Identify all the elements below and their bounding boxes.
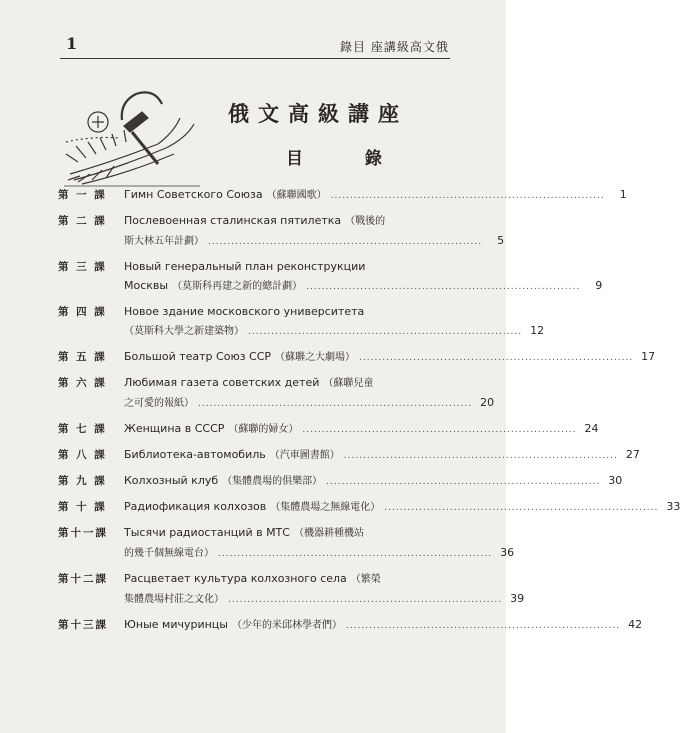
- leader-dots: .......................................................................: [359, 353, 634, 363]
- lesson-label: 第 十 課: [58, 501, 107, 513]
- lesson-label: 第 一 課: [58, 189, 107, 201]
- toc-entry: [58, 187, 627, 204]
- page-ref: 42: [628, 618, 643, 631]
- russian-title: Юные мичуринцы: [124, 618, 228, 631]
- toc-entry: [58, 473, 623, 490]
- chinese-title: （蘇聯的婦女）: [228, 424, 299, 435]
- chinese-title: （莫斯科再建之新的總計劃）: [172, 281, 303, 292]
- toc-entry: [58, 525, 515, 562]
- russian-title: Большой театр Союз ССР: [124, 350, 272, 363]
- toc-entry: [58, 349, 656, 366]
- chinese-title: （機器耕種機站: [293, 528, 364, 539]
- hammer-sickle-wheat-emblem-icon: [62, 82, 202, 187]
- lesson-label: 第十二課: [58, 573, 108, 585]
- page-ref: 20: [480, 396, 495, 409]
- page-ref: 30: [608, 474, 623, 487]
- leader-dots: .......................................................................: [330, 191, 605, 201]
- toc-entry: [58, 617, 643, 634]
- leader-dots: .......................................................................: [306, 282, 581, 292]
- page-ref: 33: [666, 500, 680, 513]
- leader-dots: .......................................................................: [384, 503, 659, 513]
- lesson-label: 第 二 課: [58, 215, 107, 227]
- chinese-title: （繁榮: [350, 574, 381, 585]
- chinese-title: （集體農場的俱樂部）: [222, 476, 323, 487]
- leader-dots: .......................................................................: [345, 621, 621, 631]
- leader-dots: .......................................................................: [302, 425, 577, 435]
- toc-entry: [58, 571, 525, 608]
- russian-title: Любимая газета советских детей: [124, 376, 320, 389]
- russian-title: Женщина в СССР: [124, 422, 225, 435]
- lesson-label: 第 五 課: [58, 351, 107, 363]
- leader-dots: .......................................................................: [343, 451, 618, 461]
- chinese-title-continued: 之可愛的報紙）: [124, 398, 194, 409]
- chinese-title-continued: 斯大林五年計劃）: [124, 236, 204, 247]
- page-ref: 5: [497, 234, 505, 247]
- contents-heading: 目 錄: [286, 149, 410, 169]
- russian-title: Расцветает культура колхозного села: [124, 572, 347, 585]
- toc-entry: [58, 499, 680, 516]
- lesson-label: 第 九 課: [58, 475, 107, 487]
- chinese-title: （蘇聯國歌）: [266, 190, 327, 201]
- chinese-title: （蘇聯兒童: [323, 378, 374, 389]
- page-ref: 17: [641, 350, 656, 363]
- chinese-title: （汽車圖書館）: [269, 450, 340, 461]
- lesson-label: 第 八 課: [58, 449, 107, 461]
- chinese-title: （莫斯科大學之新建築物）: [124, 326, 244, 337]
- lesson-label: 第十三課: [58, 619, 108, 631]
- leader-dots: .......................................................................: [208, 237, 483, 247]
- toc-entry: [58, 213, 505, 250]
- leader-dots: .......................................................................: [228, 595, 503, 605]
- header-rule: [60, 58, 450, 59]
- table-of-contents: [58, 187, 680, 643]
- lesson-label: 第十一課: [58, 527, 108, 539]
- leader-dots: .......................................................................: [248, 327, 523, 337]
- chinese-title: （少年的米邱林學者們）: [231, 620, 342, 631]
- lesson-label: 第 四 課: [58, 306, 107, 318]
- book-title: 俄文高級講座: [228, 101, 408, 126]
- chinese-title: （蘇聯之大劇場）: [275, 352, 356, 363]
- leader-dots: .......................................................................: [198, 399, 473, 409]
- chinese-title-continued: 集體農場村莊之文化）: [124, 594, 224, 605]
- russian-title: Библиотека-автомобиль: [124, 448, 266, 461]
- russian-title: Радиофикация колхозов: [124, 500, 267, 513]
- page-ref: 36: [500, 546, 515, 559]
- toc-entry: [58, 447, 640, 464]
- toc-entry: [58, 304, 545, 340]
- page-number: 1: [66, 34, 78, 53]
- russian-title: Колхозный клуб: [124, 474, 219, 487]
- chinese-title: （集體農場之無線電化）: [270, 502, 381, 513]
- russian-title: Новый генеральный план реконструкции: [124, 260, 366, 273]
- lesson-label: 第 三 課: [58, 261, 107, 273]
- page-ref: 1: [619, 188, 627, 201]
- leader-dots: .......................................................................: [326, 477, 601, 487]
- russian-title: Тысячи радиостанций в МТС: [124, 526, 290, 539]
- chinese-title: （戰後的: [345, 216, 386, 227]
- toc-entry: [58, 375, 495, 412]
- page-ref: 24: [584, 422, 599, 435]
- lesson-label: 第 七 課: [58, 423, 107, 435]
- running-head: 錄目 座講級高文俄: [340, 40, 449, 54]
- russian-title: Новое здание московского университета: [124, 305, 365, 318]
- page-ref: 9: [595, 279, 603, 292]
- page-ref: 12: [530, 324, 545, 337]
- russian-title-continued: Москвы: [124, 279, 169, 292]
- leader-dots: .......................................................................: [218, 549, 493, 559]
- russian-title: Гимн Советского Союза: [124, 188, 263, 201]
- page-ref: 27: [625, 448, 640, 461]
- russian-title: Послевоенная сталинская пятилетка: [124, 214, 342, 227]
- toc-entry: [58, 421, 599, 438]
- chinese-title-continued: 的幾千個無線電台）: [124, 548, 214, 559]
- lesson-label: 第 六 課: [58, 377, 107, 389]
- page-ref: 39: [510, 592, 525, 605]
- toc-entry: [58, 259, 603, 295]
